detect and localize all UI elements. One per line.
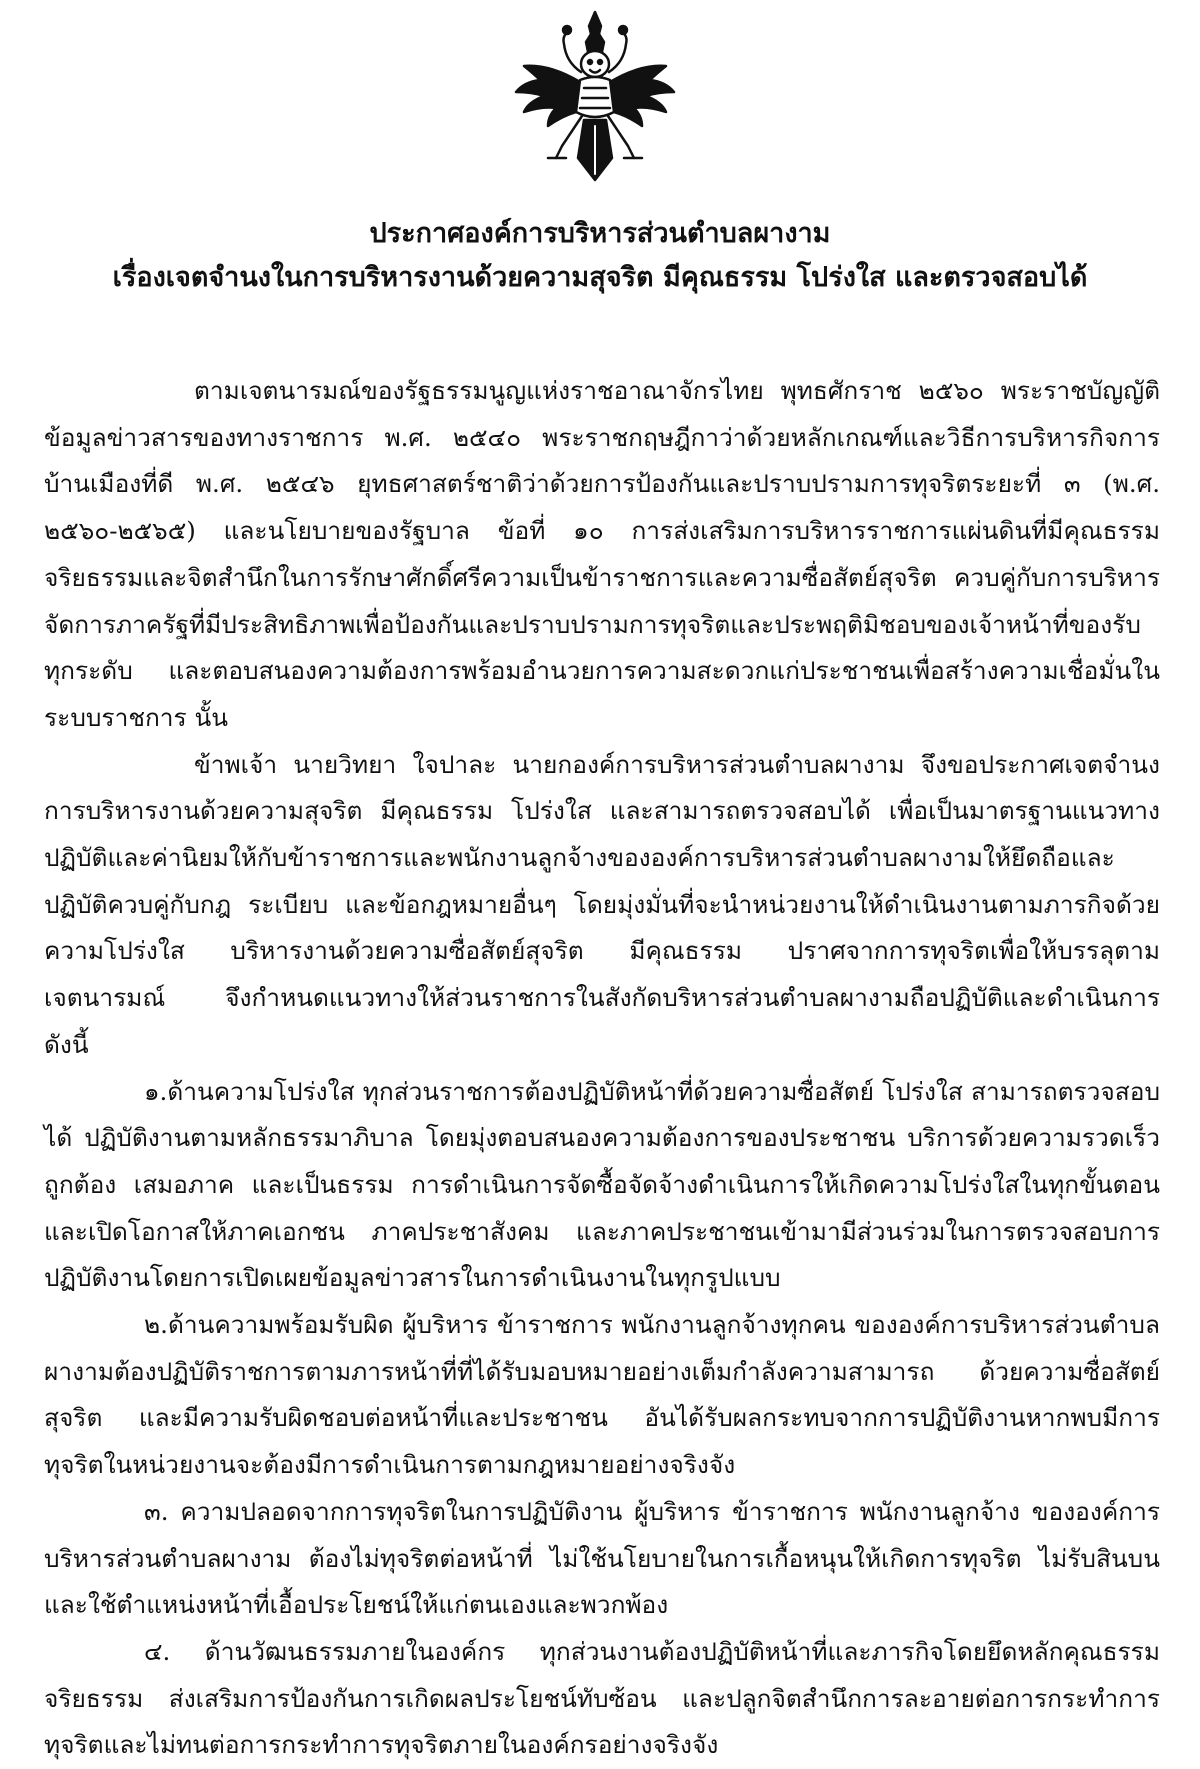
paragraph-preamble: ตามเจตนารมณ์ของรัฐธรรมนูญแห่งราชอาณาจักรไทย พุทธศักราช ๒๕๖๐ พระราชบัญญัติข้อมูลข่าวสารของทางราชการ พ.ศ. ๒๕๔๐ พระราชกฤษฎีกาว่าด้วยหลักเกณฑ์และวิธีการบริหารกิจการบ้านเมืองที่ดี พ.ศ. ๒๕๔๖ ยุทธศาสตร์ชาติว่าด้วยการป้องกันและปราบปรามการทุจริตระยะที่ ๓ (พ.ศ. ๒๕๖๐-๒๕๖๕) และนโยบายของรัฐบาล ข้อที่ ๑๐ การส่งเสริมการบริหารราชการแผ่นดินที่มีคุณธรรม จริยธรรมและจิตสำนึกในการรักษาศักดิ์ศรีความเป็นข้าราชการและความซื่อสัตย์สุจริต ควบคู่กับการบริหารจัดการภาครัฐที่มีประสิทธิภาพเพื่อป้องกันและปราบปรามการทุจริตและประพฤติมิชอบของเจ้าหน้าที่ของรับทุกระดับ และตอบสนองความต้องการพร้อมอำนวยการความสะดวกแก่ประชาชนเพื่อสร้างความเชื่อมั่นในระบบราชการ นั้น — [44, 376, 1160, 732]
announcement-body — [44, 368, 1160, 1769]
paragraph-declaration: ข้าพเจ้า นายวิทยา ใจปาละ นายกองค์การบริหารส่วนตำบลผางาม จึงขอประกาศเจตจำนงการบริหารงานด้วยความสุจริต มีคุณธรรม โปร่งใส และสามารถตรวจสอบได้ เพื่อเป็นมาตรฐานแนวทางปฏิบัติและค่านิยมให้กับข้าราชการและพนักงานลูกจ้างขององค์การบริหารส่วนตำบลผางามให้ยึดถือและปฏิบัติควบคู่กับกฎ ระเบียบ และข้อกฎหมายอื่นๆ โดยมุ่งมั่นที่จะนำหน่วยงานให้ดำเนินงานตามภารกิจด้วยความโปร่งใส บริหารงานด้วยความซื่อสัตย์สุจริต มีคุณธรรม ปราศจากการทุจริตเพื่อให้บรรลุตามเจตนารมณ์ จึงกำหนดแนวทางให้ส่วนราชการในสังกัดบริหารส่วนตำบลผางามถือปฏิบัติและดำเนินการ ดังนี้ — [44, 749, 1160, 1059]
item-corruption-free: ๓. ความปลอดจากการทุจริตในการปฏิบัติงาน ผู้บริหาร ข้าราชการ พนักงานลูกจ้าง ขององค์การบริหารส่วนตำบลผางาม ต้องไม่ทุจริตต่อหน้าที่ ไม่ใช้นโยบายในการเกื้อหนุนให้เกิดการทุจริต ไม่รับสินบนและใช้ตำแหน่งหน้าที่เอื้อประโยชน์ให้แก่ตนเองและพวกพ้อง — [44, 1496, 1160, 1620]
item-accountability: ๒.ด้านความพร้อมรับผิด ผู้บริหาร ข้าราชการ พนักงานลูกจ้างทุกคน ขององค์การบริหารส่วนตำบลผางามต้องปฏิบัติราชการตามภารหน้าที่ที่ได้รับมอบหมายอย่างเต็มกำลังความสามารถ ด้วยความซื่อสัตย์สุจริต และมีความรับผิดชอบต่อหน้าที่และประชาชน อันได้รับผลกระทบจากการปฏิบัติงานหากพบมีการทุจริตในหน่วยงานจะต้องมีการดำเนินการตามกฎหมายอย่างจริงจัง — [44, 1310, 1160, 1480]
announcement-subject: เรื่องเจตจำนงในการบริหารงานด้วยความสุจริต มีคุณธรรม โปร่งใส และตรวจสอบได้ — [112, 262, 1088, 293]
item-organizational-culture: ๔. ด้านวัฒนธรรมภายในองค์กร ทุกส่วนงานต้องปฏิบัติหน้าที่และภารกิจโดยยึดหลักคุณธรรมจริยธรรม ส่งเสริมการป้องกันการเกิดผลประโยชน์ทับซ้อน และปลูกจิตสำนึกการละอายต่อการกระทำการทุจริตและไม่ทนต่อการกระทำการทุจริตภายในองค์กรอย่างจริงจัง — [44, 1636, 1160, 1760]
item-transparency: ๑.ด้านความโปร่งใส ทุกส่วนราชการต้องปฏิบัติหน้าที่ด้วยความซื่อสัตย์ โปร่งใส สามารถตรวจสอบได้ ปฏิบัติงานตามหลักธรรมาภิบาล โดยมุ่งตอบสนองความต้องการของประชาชน บริการด้วยความรวดเร็ว ถูกต้อง เสมอภาค และเป็นธรรม การดำเนินการจัดซื้อจัดจ้างดำเนินการให้เกิดความโปร่งใสในทุกขั้นตอนและเปิดโอกาสให้ภาคเอกชน ภาคประชาสังคม และภาคประชาชนเข้ามามีส่วนร่วมในการตรวจสอบการปฏิบัติงานโดยการเปิดเผยข้อมูลข่าวสารในการดำเนินงานในทุกรูปแบบ — [44, 1076, 1160, 1293]
garuda-emblem — [510, 8, 680, 188]
announcement-title: ประกาศองค์การบริหารส่วนตำบลผางาม — [369, 218, 831, 249]
